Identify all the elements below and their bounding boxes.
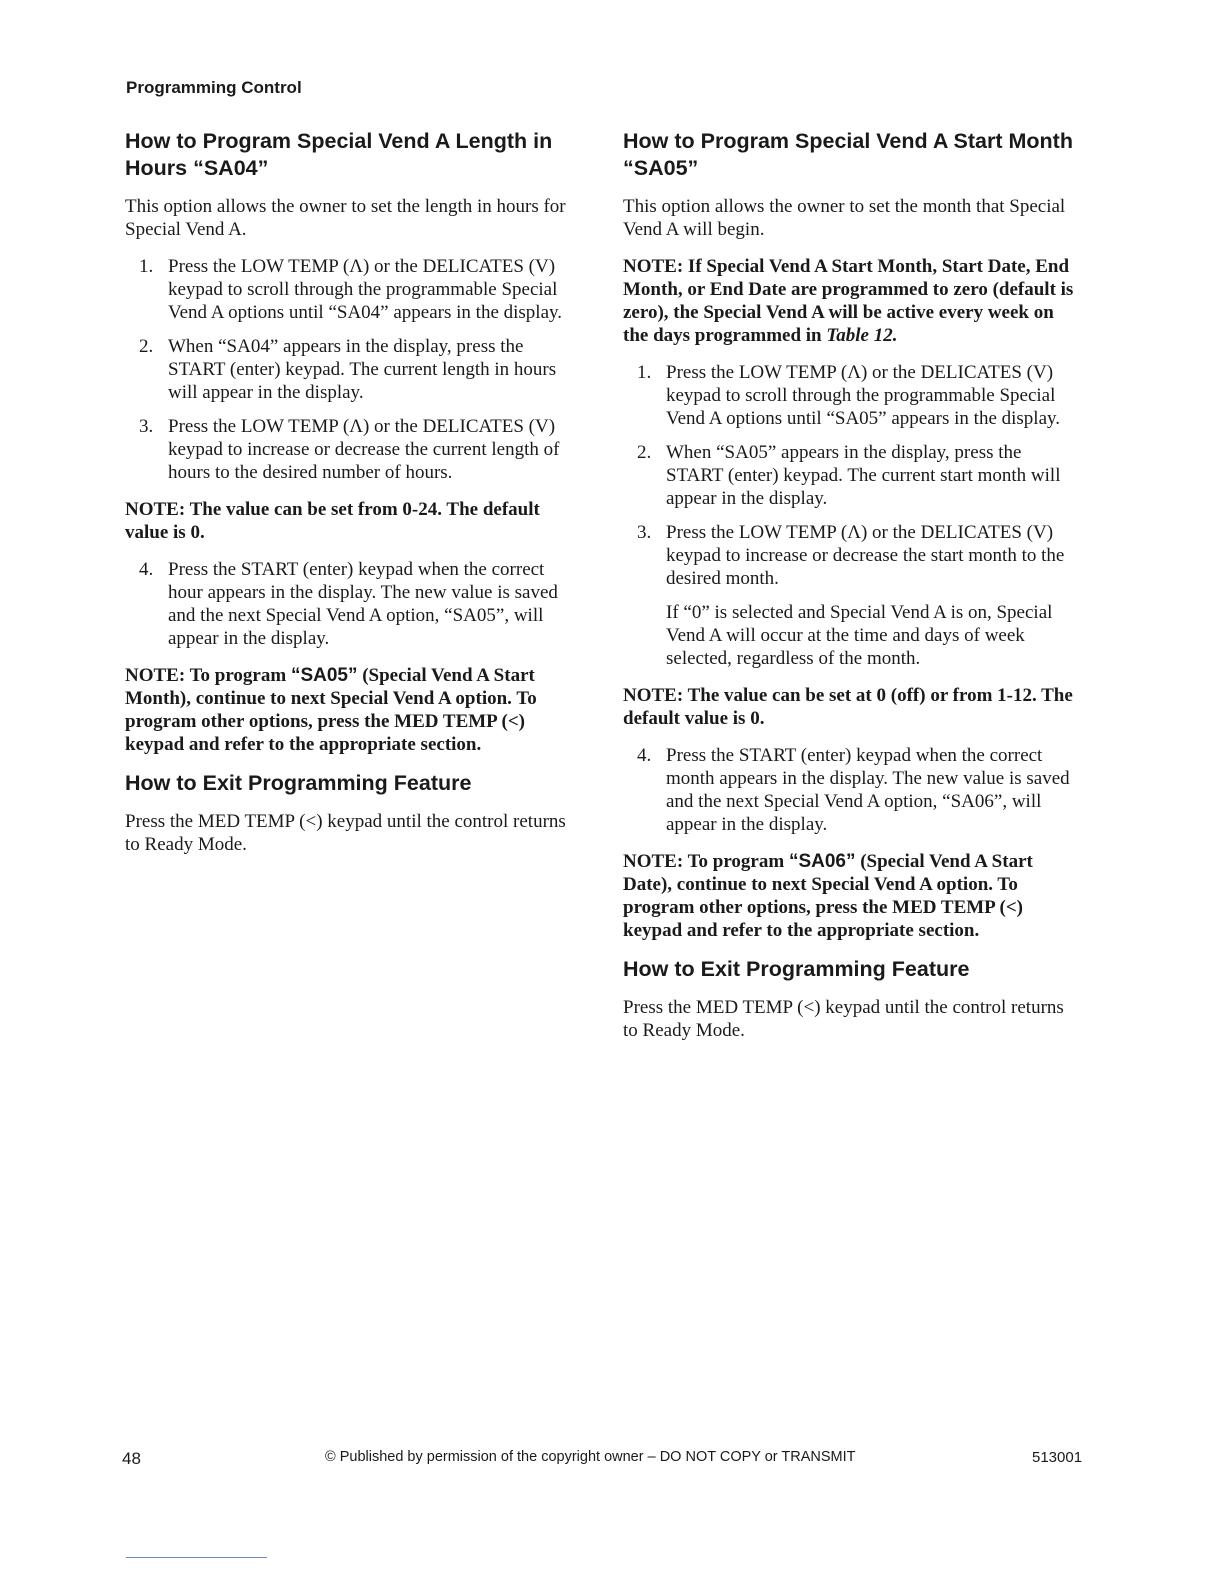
option-code: “SA05”: [290, 665, 358, 686]
step-text: Press the START (enter) keypad when the correct month appears in the display. The new value is saved and the next Special Vend A option, “SA06”, will appear in the display.: [666, 745, 1070, 835]
section-title-sa05: How to Program Special Vend A Start Month “SA05”: [623, 129, 1073, 180]
section-title-sa04: How to Program Special Vend A Length in Hours “SA04”: [125, 129, 553, 180]
steps-list-continued: [125, 558, 581, 650]
step-text: Press the LOW TEMP (Λ) or the DELICATES (V) keypad to scroll through the programmable Special Vend A options until “SA05” appears in the display.: [666, 362, 1061, 429]
note-next-option: [623, 850, 1081, 942]
option-code: “SA06”: [788, 851, 856, 872]
step-text: When “SA05” appears in the display, press the START (enter) keypad. The current start month will appear in the display.: [666, 442, 1061, 509]
list-item: [125, 335, 581, 404]
step-text: Press the LOW TEMP (Λ) or the DELICATES (V) keypad to increase or decrease the start month to the desired month.: [666, 522, 1065, 589]
step-text: Press the START (enter) keypad when the correct hour appears in the display. The new value is saved and the next Special Vend A option, “SA05”, will appear in the display.: [168, 559, 558, 649]
bottom-rule: [126, 1557, 267, 1558]
step-text: Press the LOW TEMP (Λ) or the DELICATES (V) keypad to scroll through the programmable Special Vend A options until “SA04” appears in the display.: [168, 256, 563, 323]
step-number: 3.: [139, 416, 154, 437]
page-number: 48: [122, 1449, 141, 1468]
note-next-option: [125, 664, 581, 756]
note-text: NOTE: To program: [125, 665, 291, 686]
step-number: 4.: [637, 745, 652, 766]
note-value-range: NOTE: The value can be set from 0-24. The default value is 0.: [125, 499, 540, 543]
section-title-exit: How to Exit Programming Feature: [125, 771, 472, 795]
exit-text: Press the MED TEMP (<) keypad until the control returns to Ready Mode.: [125, 811, 566, 855]
steps-list: [125, 255, 581, 484]
step-number: 4.: [139, 559, 154, 580]
step-text: When “SA04” appears in the display, press the START (enter) keypad. The current length in hours will appear in the display.: [168, 336, 557, 403]
list-item: [125, 415, 581, 484]
step-number: 1.: [139, 256, 154, 277]
steps-list-continued: [623, 744, 1081, 836]
list-item: [623, 441, 1081, 510]
intro-text: This option allows the owner to set the length in hours for Special Vend A.: [125, 196, 566, 240]
step-subtext: If “0” is selected and Special Vend A is on, Special Vend A will occur at the time and days of week selected, regardless of the month.: [666, 602, 1053, 669]
section-title-exit: How to Exit Programming Feature: [623, 957, 970, 981]
list-item: [623, 361, 1081, 430]
intro-text: This option allows the owner to set the month that Special Vend A will begin.: [623, 196, 1066, 240]
list-item: [623, 744, 1081, 836]
step-text: Press the LOW TEMP (Λ) or the DELICATES (V) keypad to increase or decrease the current length of hours to the desired number of hours.: [168, 416, 560, 483]
step-number: 2.: [637, 442, 652, 463]
step-number: 3.: [637, 522, 652, 543]
note-zero-default: [623, 255, 1081, 347]
right-column: [623, 128, 1081, 1056]
left-column: [125, 128, 581, 870]
copyright-notice: © Published by permission of the copyright owner – DO NOT COPY or TRANSMIT: [325, 1449, 856, 1465]
list-item: [125, 558, 581, 650]
page-header: Programming Control: [126, 78, 302, 97]
note-text: NOTE: To program: [623, 851, 789, 872]
exit-text: Press the MED TEMP (<) keypad until the control returns to Ready Mode.: [623, 997, 1064, 1041]
list-item: [623, 521, 1081, 670]
table-reference: Table 12.: [826, 325, 898, 346]
steps-list: [623, 361, 1081, 670]
step-number: 1.: [637, 362, 652, 383]
note-text: NOTE: If Special Vend A Start Month, Start Date, End Month, or End Date are programmed to zero (default is zero), the Special Vend A will be active every week on the days programmed in: [623, 256, 1074, 346]
note-text: (Special Vend A Start Month), continue to next Special Vend A option. To program other options, press the MED TEMP (<) keypad and refer to the appropriate section.: [125, 665, 537, 755]
document-number: 513001: [1032, 1449, 1083, 1466]
step-number: 2.: [139, 336, 154, 357]
list-item: [125, 255, 581, 324]
note-text: (Special Vend A Start Date), continue to next Special Vend A option. To program other options, press the MED TEMP (<) keypad and refer to the appropriate section.: [623, 851, 1033, 941]
note-value-range: NOTE: The value can be set at 0 (off) or from 1-12. The default value is 0.: [623, 685, 1073, 729]
